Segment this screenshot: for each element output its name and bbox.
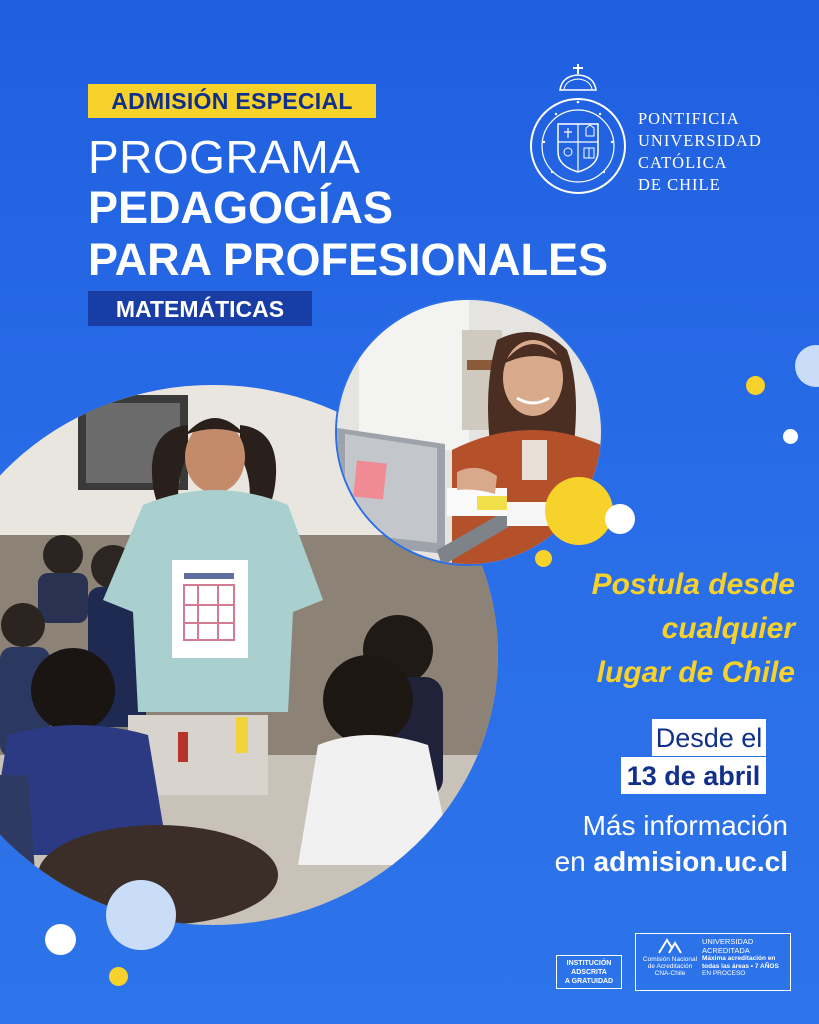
mas-informacion-line1: Más información [582,810,788,841]
acr-line5: EN PROCESO [702,970,746,977]
desde-el-label: Desde el [655,723,763,753]
fecha-label: 13 de abril [626,761,761,791]
university-name-line3: CATÓLICA [638,153,728,172]
decor-white-bottom-dot [45,924,76,955]
admision-url-link[interactable]: admision.uc.cl [593,846,788,877]
fecha-box [621,757,766,794]
acr-line2: ACREDITADA [702,945,750,955]
postula-line2: cualquier [661,612,795,645]
gratuidad-line3: A GRATUIDAD [564,978,614,985]
decor-lightblue-dot [795,345,819,387]
university-name-line1: PONTIFICIA [638,109,740,128]
university-name-line2: UNIVERSIDAD [638,131,762,150]
decor-lightblue-bottom-dot [106,880,176,950]
cna-line3: CNA-Chile [654,970,686,977]
university-seal-logo [528,62,628,196]
cna-block [638,938,702,977]
title-programa: PROGRAMA [88,131,361,183]
title-para-profesionales: PARA PROFESIONALES [88,234,609,285]
decor-white-small-dot [783,429,798,444]
admision-especial-label: ADMISIÓN ESPECIAL [111,88,353,114]
desde-el-box [652,719,766,756]
admision-especial-tag [88,84,376,118]
decor-yellow-large-dot [545,477,613,545]
acr-line4: todas las áreas • 7 AÑOS [702,962,779,970]
postula-line3: lugar de Chile [596,656,795,689]
postula-line1: Postula desde [591,568,795,601]
mas-informacion-prefix: en [554,846,594,877]
cna-line2: de Acreditación [647,963,693,970]
mas-informacion-line2 [555,844,788,880]
acreditacion-badge [635,933,791,991]
acreditada-block [702,938,788,978]
postula-callout [592,563,795,695]
gratuidad-line2: ADSCRITA [571,969,607,976]
matematicas-label: MATEMÁTICAS [115,296,285,322]
cna-line1: Comisión Nacional [642,956,698,963]
decor-yellow-small-dot [535,550,552,567]
university-name [638,108,762,196]
matematicas-tag [88,291,312,326]
acr-line3: Máxima acreditación en [702,955,776,962]
gratuidad-line1: INSTITUCIÓN [566,960,612,967]
university-name-line4: DE CHILE [638,175,721,194]
decor-yellow-dot [746,376,765,395]
acr-line1: UNIVERSIDAD [702,937,754,946]
title-pedagogias: PEDAGOGÍAS [88,182,394,233]
decor-white-dot [605,504,635,534]
gratuidad-badge [556,955,622,989]
mas-informacion [555,808,788,880]
decor-yellow-bottom-dot [109,967,128,986]
cna-logo-icon [657,938,683,954]
